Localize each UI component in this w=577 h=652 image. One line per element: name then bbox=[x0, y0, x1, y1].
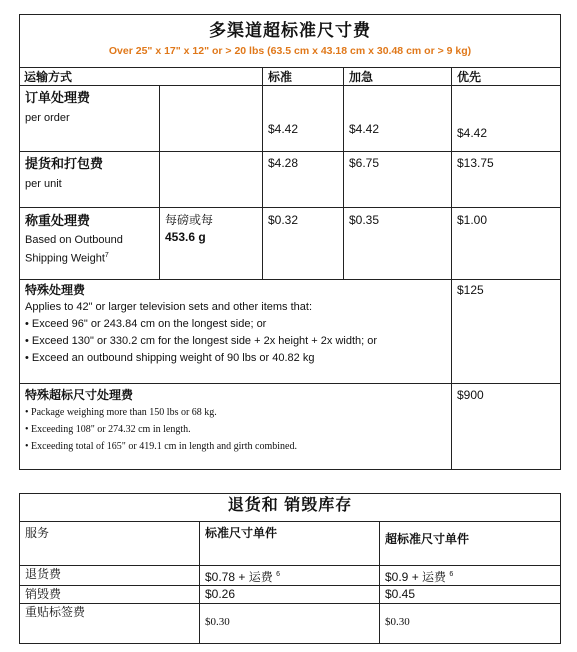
special-oversize-bullet: • Exceeding total of 165" or 419.1 cm in length and girth combined. bbox=[25, 441, 297, 452]
weight-fee-sub bbox=[25, 232, 159, 267]
fee-value: $0.26 bbox=[205, 587, 236, 601]
special-handling-bullet: • Exceed 96" or 243.84 cm on the longest side; or bbox=[25, 318, 267, 330]
weight-fee-label: 称重处理费 bbox=[25, 213, 91, 228]
table1-subtitle: Over 25" x 17" x 12" or > 20 lbs (63.5 cm x 43.18 cm x 30.48 cm or > 9 kg) bbox=[108, 45, 472, 57]
fee-value: $1.00 bbox=[457, 213, 488, 227]
order-fee-expedited bbox=[344, 86, 452, 152]
order-fee-unit-cell bbox=[160, 86, 263, 152]
weight-fee-expedited bbox=[344, 208, 452, 280]
weight-fee-priority bbox=[452, 208, 561, 280]
service-label: 重贴标签费 bbox=[25, 605, 86, 619]
fee-value: $6.75 bbox=[349, 156, 380, 170]
special-oversize-label: 特殊超标尺寸处理费 bbox=[25, 388, 134, 402]
pick-pack-priority bbox=[452, 152, 561, 208]
table2-title-cell bbox=[20, 494, 561, 522]
special-oversize-bullet: • Package weighing more than 150 lbs or 68 kg. bbox=[25, 407, 217, 418]
disposal-fee-standard bbox=[200, 586, 380, 604]
header-label: 标准尺寸单件 bbox=[205, 526, 278, 540]
fee-value: $4.42 bbox=[457, 126, 488, 140]
fee-value: $0.30 bbox=[205, 616, 230, 628]
table1-title: 多渠道超标准尺寸费 bbox=[209, 21, 372, 40]
fee-value: $900 bbox=[457, 388, 484, 402]
order-fee-sub: per order bbox=[25, 112, 70, 124]
header-standard bbox=[263, 68, 344, 86]
fee-value: $125 bbox=[457, 283, 484, 297]
table1-title-cell bbox=[20, 15, 561, 68]
header-expedited bbox=[344, 68, 452, 86]
footnote-mark: 6 bbox=[449, 571, 454, 578]
special-handling-cell bbox=[20, 280, 452, 384]
service-label: 销毁费 bbox=[25, 587, 62, 601]
special-handling-fee bbox=[452, 280, 561, 384]
fee-value: $4.42 bbox=[268, 122, 299, 136]
fee-value: $4.42 bbox=[349, 122, 380, 136]
oversize-fee-table bbox=[19, 14, 561, 470]
special-handling-bullet: • Exceed an outbound shipping weight of 90 lbs or 40.82 kg bbox=[25, 352, 315, 364]
header-label: 运输方式 bbox=[24, 70, 73, 84]
weight-fee-unit-cell bbox=[160, 208, 263, 280]
special-handling-text bbox=[25, 299, 451, 367]
header-standard-unit bbox=[200, 522, 380, 566]
returns-fee-standard bbox=[200, 566, 380, 586]
header-priority bbox=[452, 68, 561, 86]
returns-fee-oversize bbox=[380, 566, 561, 586]
fee-value: $4.28 bbox=[268, 156, 299, 170]
weight-fee-sub-line1: Based on Outbound bbox=[25, 234, 123, 246]
returns-fee-label-cell bbox=[20, 566, 200, 586]
special-handling-bullet: • Exceed 130" or 330.2 cm for the longest side + 2x height + 2x width; or bbox=[25, 335, 378, 347]
table2-title: 退货和 销毁库存 bbox=[227, 497, 353, 514]
header-service bbox=[20, 522, 200, 566]
disposal-fee-label-cell bbox=[20, 586, 200, 604]
header-label: 标准 bbox=[268, 70, 293, 84]
fee-value: $0.32 bbox=[268, 213, 299, 227]
pick-pack-label: 提货和打包费 bbox=[25, 156, 104, 171]
fee-value: $0.35 bbox=[349, 213, 380, 227]
relabel-fee-standard bbox=[200, 604, 380, 644]
disposal-fee-oversize bbox=[380, 586, 561, 604]
fee-value: $13.75 bbox=[457, 156, 494, 170]
special-oversize-text bbox=[25, 404, 451, 455]
pick-pack-label-cell bbox=[20, 152, 160, 208]
pick-pack-unit-cell bbox=[160, 152, 263, 208]
pick-pack-expedited bbox=[344, 152, 452, 208]
weight-fee-label-cell bbox=[20, 208, 160, 280]
weight-unit-line2: 453.6 g bbox=[165, 230, 206, 244]
weight-fee-sub-line2: Shipping Weight bbox=[25, 252, 105, 265]
header-label: 超标准尺寸单件 bbox=[385, 532, 470, 546]
weight-unit-line1: 每磅或每 bbox=[165, 213, 214, 227]
order-fee-label: 订单处理费 bbox=[25, 90, 91, 105]
relabel-fee-oversize bbox=[380, 604, 561, 644]
header-shipping-method bbox=[20, 68, 263, 86]
header-oversize-unit bbox=[380, 522, 561, 566]
fee-value: $0.45 bbox=[385, 587, 416, 601]
header-label: 服务 bbox=[25, 526, 50, 540]
special-handling-intro: Applies to 42" or larger television sets and other items that: bbox=[25, 301, 312, 313]
header-label: 加急 bbox=[349, 70, 374, 84]
special-oversize-fee bbox=[452, 384, 561, 470]
fee-value: $0.30 bbox=[385, 616, 410, 628]
footnote-mark: 7 bbox=[104, 252, 109, 259]
header-label: 优先 bbox=[457, 70, 482, 84]
fee-value: $0.9 + 运费 bbox=[385, 570, 447, 584]
order-fee-label-cell bbox=[20, 86, 160, 152]
special-handling-label: 特殊处理费 bbox=[25, 283, 86, 297]
footnote-mark: 6 bbox=[276, 571, 280, 578]
special-oversize-bullet: • Exceeding 108" or 274.32 cm in length. bbox=[25, 424, 191, 435]
fee-value: $0.78 + 运费 bbox=[205, 570, 273, 584]
service-label: 退货费 bbox=[25, 567, 62, 581]
returns-disposal-table bbox=[19, 493, 561, 644]
pick-pack-standard bbox=[263, 152, 344, 208]
order-fee-standard bbox=[263, 86, 344, 152]
pick-pack-sub: per unit bbox=[25, 178, 62, 190]
special-oversize-cell bbox=[20, 384, 452, 470]
weight-fee-standard bbox=[263, 208, 344, 280]
order-fee-priority bbox=[452, 86, 561, 152]
relabel-fee-label-cell bbox=[20, 604, 200, 644]
